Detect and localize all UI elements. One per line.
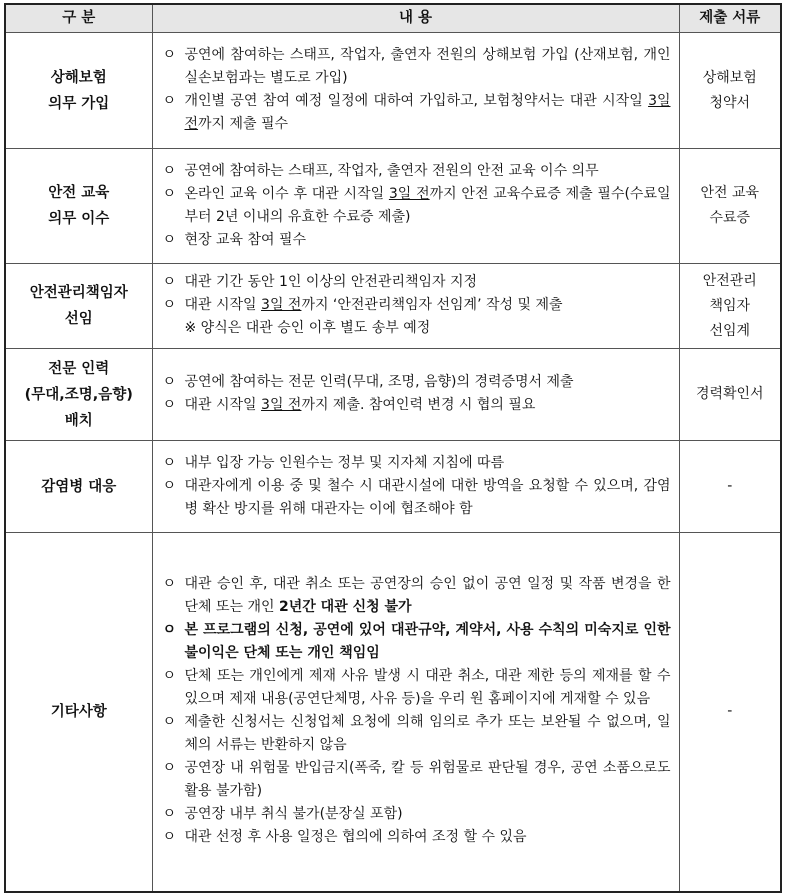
document-line: 선임계 bbox=[709, 322, 751, 339]
bullet-marker: ㅇ bbox=[162, 162, 177, 179]
list-item bbox=[163, 160, 671, 183]
item-text: 현장 교육 참여 필수 bbox=[184, 231, 307, 248]
document-line: - bbox=[727, 478, 733, 494]
item-text: 공연에 참여하는 스태프, 작업자, 출연자 전원의 안전 교육 이수 의무 bbox=[184, 162, 599, 179]
list-item bbox=[163, 394, 671, 417]
row-content bbox=[152, 533, 679, 892]
list-item bbox=[163, 757, 671, 803]
header-row bbox=[5, 4, 781, 33]
category-line: 안전관리책임자 bbox=[29, 285, 128, 301]
content-list bbox=[163, 271, 671, 317]
item-text: 대관 선정 후 사용 일정은 협의에 의하여 조정 할 수 있음 bbox=[184, 829, 527, 846]
row-category bbox=[5, 264, 152, 349]
table-row bbox=[5, 264, 781, 349]
document-line: 상해보험 bbox=[702, 69, 757, 86]
category-line: (무대,조명,음향) bbox=[24, 386, 133, 403]
underlined-deadline: 3일 전 bbox=[388, 185, 430, 202]
list-item bbox=[163, 371, 671, 394]
content-list bbox=[163, 573, 671, 849]
bullet-marker: ㅇ bbox=[162, 454, 177, 471]
bullet-marker: ㅇ bbox=[162, 714, 177, 731]
row-category bbox=[5, 149, 152, 264]
item-text: 공연장 내부 취식 불가(분장실 포함) bbox=[184, 806, 403, 823]
bullet-marker: ㅇ bbox=[162, 576, 177, 593]
table-row bbox=[5, 441, 781, 533]
content-list bbox=[163, 160, 671, 252]
category-line: 의무 이수 bbox=[48, 211, 110, 227]
row-documents bbox=[679, 441, 781, 533]
item-text: 공연에 참여하는 전문 인력(무대, 조명, 음향)의 경력증명서 제출 bbox=[184, 374, 574, 390]
row-category bbox=[5, 33, 152, 149]
row-content bbox=[152, 149, 679, 264]
content-list bbox=[163, 44, 671, 136]
category-line: 기타사항 bbox=[50, 703, 107, 720]
row-content bbox=[152, 349, 679, 441]
underlined-deadline: 3일 전 bbox=[184, 93, 671, 132]
list-item bbox=[163, 665, 671, 711]
document-line: 안전관리 bbox=[702, 272, 757, 289]
note-text: ※ 양식은 대관 승인 이후 별도 송부 예정 bbox=[184, 320, 431, 336]
list-item bbox=[163, 711, 671, 757]
category-line: 전문 인력 bbox=[48, 360, 110, 377]
bullet-marker: ㅇ bbox=[162, 622, 177, 639]
emphasis-text: 2년간 대관 신청 불가 bbox=[279, 599, 412, 616]
category-line: 상해보험 bbox=[50, 69, 107, 86]
row-documents bbox=[679, 349, 781, 441]
underlined-deadline: 3일 전 bbox=[261, 397, 302, 413]
row-category bbox=[5, 533, 152, 892]
row-category bbox=[5, 349, 152, 441]
list-item bbox=[163, 183, 671, 229]
list-item bbox=[163, 90, 671, 136]
bullet-marker: ㅇ bbox=[162, 760, 177, 777]
header-category: 구 분 bbox=[5, 4, 152, 33]
list-item bbox=[163, 271, 671, 294]
row-documents bbox=[679, 33, 781, 149]
bullet-marker: ㅇ bbox=[162, 374, 177, 390]
list-item bbox=[163, 44, 671, 90]
item-text: 까지 제출. 참여인력 변경 시 협의 필요 bbox=[301, 397, 536, 413]
item-text: 대관 기간 동안 1인 이상의 안전관리책임자 지정 bbox=[184, 274, 478, 290]
item-text: 단체 또는 개인에게 제재 사유 발생 시 대관 취소, 대관 제한 등의 제재를 할 수 있으며 제재 내용(공연단체명, 사유 등)을 우리 원 홈페이지에 게재할 수 있음 bbox=[184, 668, 671, 708]
item-text: 공연장 내 위험물 반입금지(폭죽, 칼 등 위험물로 판단될 경우, 공연 소품으로도 활용 불가함) bbox=[184, 760, 671, 800]
document-line: - bbox=[727, 703, 733, 720]
list-item bbox=[163, 229, 671, 252]
table-row bbox=[5, 33, 781, 149]
header-content: 내 용 bbox=[152, 4, 679, 33]
bullet-marker: ㅇ bbox=[162, 477, 177, 494]
row-category bbox=[5, 441, 152, 533]
item-text: 까지 ‘안전관리책임자 선임계’ 작성 및 제출 bbox=[301, 297, 563, 313]
item-text: 대관 승인 후, 대관 취소 또는 공연장의 승인 없이 공연 일정 및 작품 변경을 한 단체 또는 개인 bbox=[184, 576, 671, 616]
row-content bbox=[152, 441, 679, 533]
bullet-marker: ㅇ bbox=[162, 47, 177, 63]
list-item bbox=[163, 826, 671, 849]
item-text: 공연에 참여하는 스태프, 작업자, 출연자 전원의 상해보험 가입 (산재보험, 개인 실손보험과는 별도로 가입) bbox=[184, 47, 671, 86]
document-line: 청약서 bbox=[709, 94, 751, 111]
document-line: 책임자 bbox=[709, 297, 751, 314]
header-documents: 제출 서류 bbox=[679, 4, 781, 33]
category-line: 감염병 대응 bbox=[41, 478, 117, 495]
table-row bbox=[5, 149, 781, 264]
item-text: 내부 입장 가능 인원수는 정부 및 지자체 지침에 따름 bbox=[184, 454, 505, 471]
category-line: 의무 가입 bbox=[48, 95, 110, 112]
category-line: 배치 bbox=[64, 412, 93, 429]
bullet-marker: ㅇ bbox=[162, 185, 177, 202]
document-line: 수료증 bbox=[709, 210, 751, 226]
row-documents bbox=[679, 533, 781, 892]
item-text: 까지 제출 필수 bbox=[198, 116, 289, 132]
category-line: 선임 bbox=[64, 311, 93, 327]
list-item bbox=[163, 294, 671, 317]
bullet-marker: ㅇ bbox=[162, 297, 177, 313]
table-row bbox=[5, 349, 781, 441]
table-body bbox=[5, 33, 781, 892]
row-documents bbox=[679, 149, 781, 264]
emphasis-text: 본 프로그램의 신청, 공연에 있어 대관규약, 계약서, 사용 수칙의 미숙지로 인한 불이익은 단체 또는 개인 책임임 bbox=[184, 622, 671, 662]
list-item bbox=[163, 475, 671, 521]
row-content bbox=[152, 264, 679, 349]
row-content bbox=[152, 33, 679, 149]
row-documents bbox=[679, 264, 781, 349]
bullet-marker: ㅇ bbox=[162, 668, 177, 685]
item-text: 대관자에게 이용 중 및 철수 시 대관시설에 대한 방역을 요청할 수 있으며, 감염병 확산 방지를 위해 대관자는 이에 협조해야 함 bbox=[184, 477, 671, 517]
document-line: 경력확인서 bbox=[695, 386, 764, 402]
item-text: 온라인 교육 이수 후 대관 시작일 bbox=[184, 185, 389, 202]
item-text: 까지 안전 교육수료증 제출 필수(수료일부터 2년 이내의 유효한 수료증 제출) bbox=[184, 185, 671, 225]
underlined-deadline: 3일 전 bbox=[261, 297, 302, 313]
bullet-marker: ㅇ bbox=[162, 829, 177, 846]
bullet-marker: ㅇ bbox=[162, 397, 177, 413]
item-text: 대관 시작일 bbox=[184, 297, 262, 313]
bullet-marker: ㅇ bbox=[162, 93, 177, 109]
document-line: 안전 교육 bbox=[700, 185, 760, 201]
table-row bbox=[5, 533, 781, 892]
bullet-marker: ㅇ bbox=[162, 231, 177, 248]
bullet-marker: ㅇ bbox=[162, 806, 177, 823]
content-list bbox=[163, 452, 671, 521]
item-text: 개인별 공연 참여 예정 일정에 대하여 가입하고, 보험청약서는 대관 시작일 bbox=[184, 93, 649, 109]
list-item bbox=[163, 803, 671, 826]
item-text: 대관 시작일 bbox=[184, 397, 262, 413]
list-item bbox=[163, 573, 671, 619]
bullet-marker: ㅇ bbox=[162, 274, 177, 290]
content-list bbox=[163, 371, 671, 417]
item-text: 제출한 신청서는 신청업체 요청에 의해 임의로 추가 또는 보완될 수 없으며, 일체의 서류는 반환하지 않음 bbox=[184, 714, 671, 754]
requirements-table bbox=[4, 3, 782, 893]
list-item bbox=[163, 619, 671, 665]
list-item bbox=[163, 452, 671, 475]
category-line: 안전 교육 bbox=[48, 185, 110, 201]
